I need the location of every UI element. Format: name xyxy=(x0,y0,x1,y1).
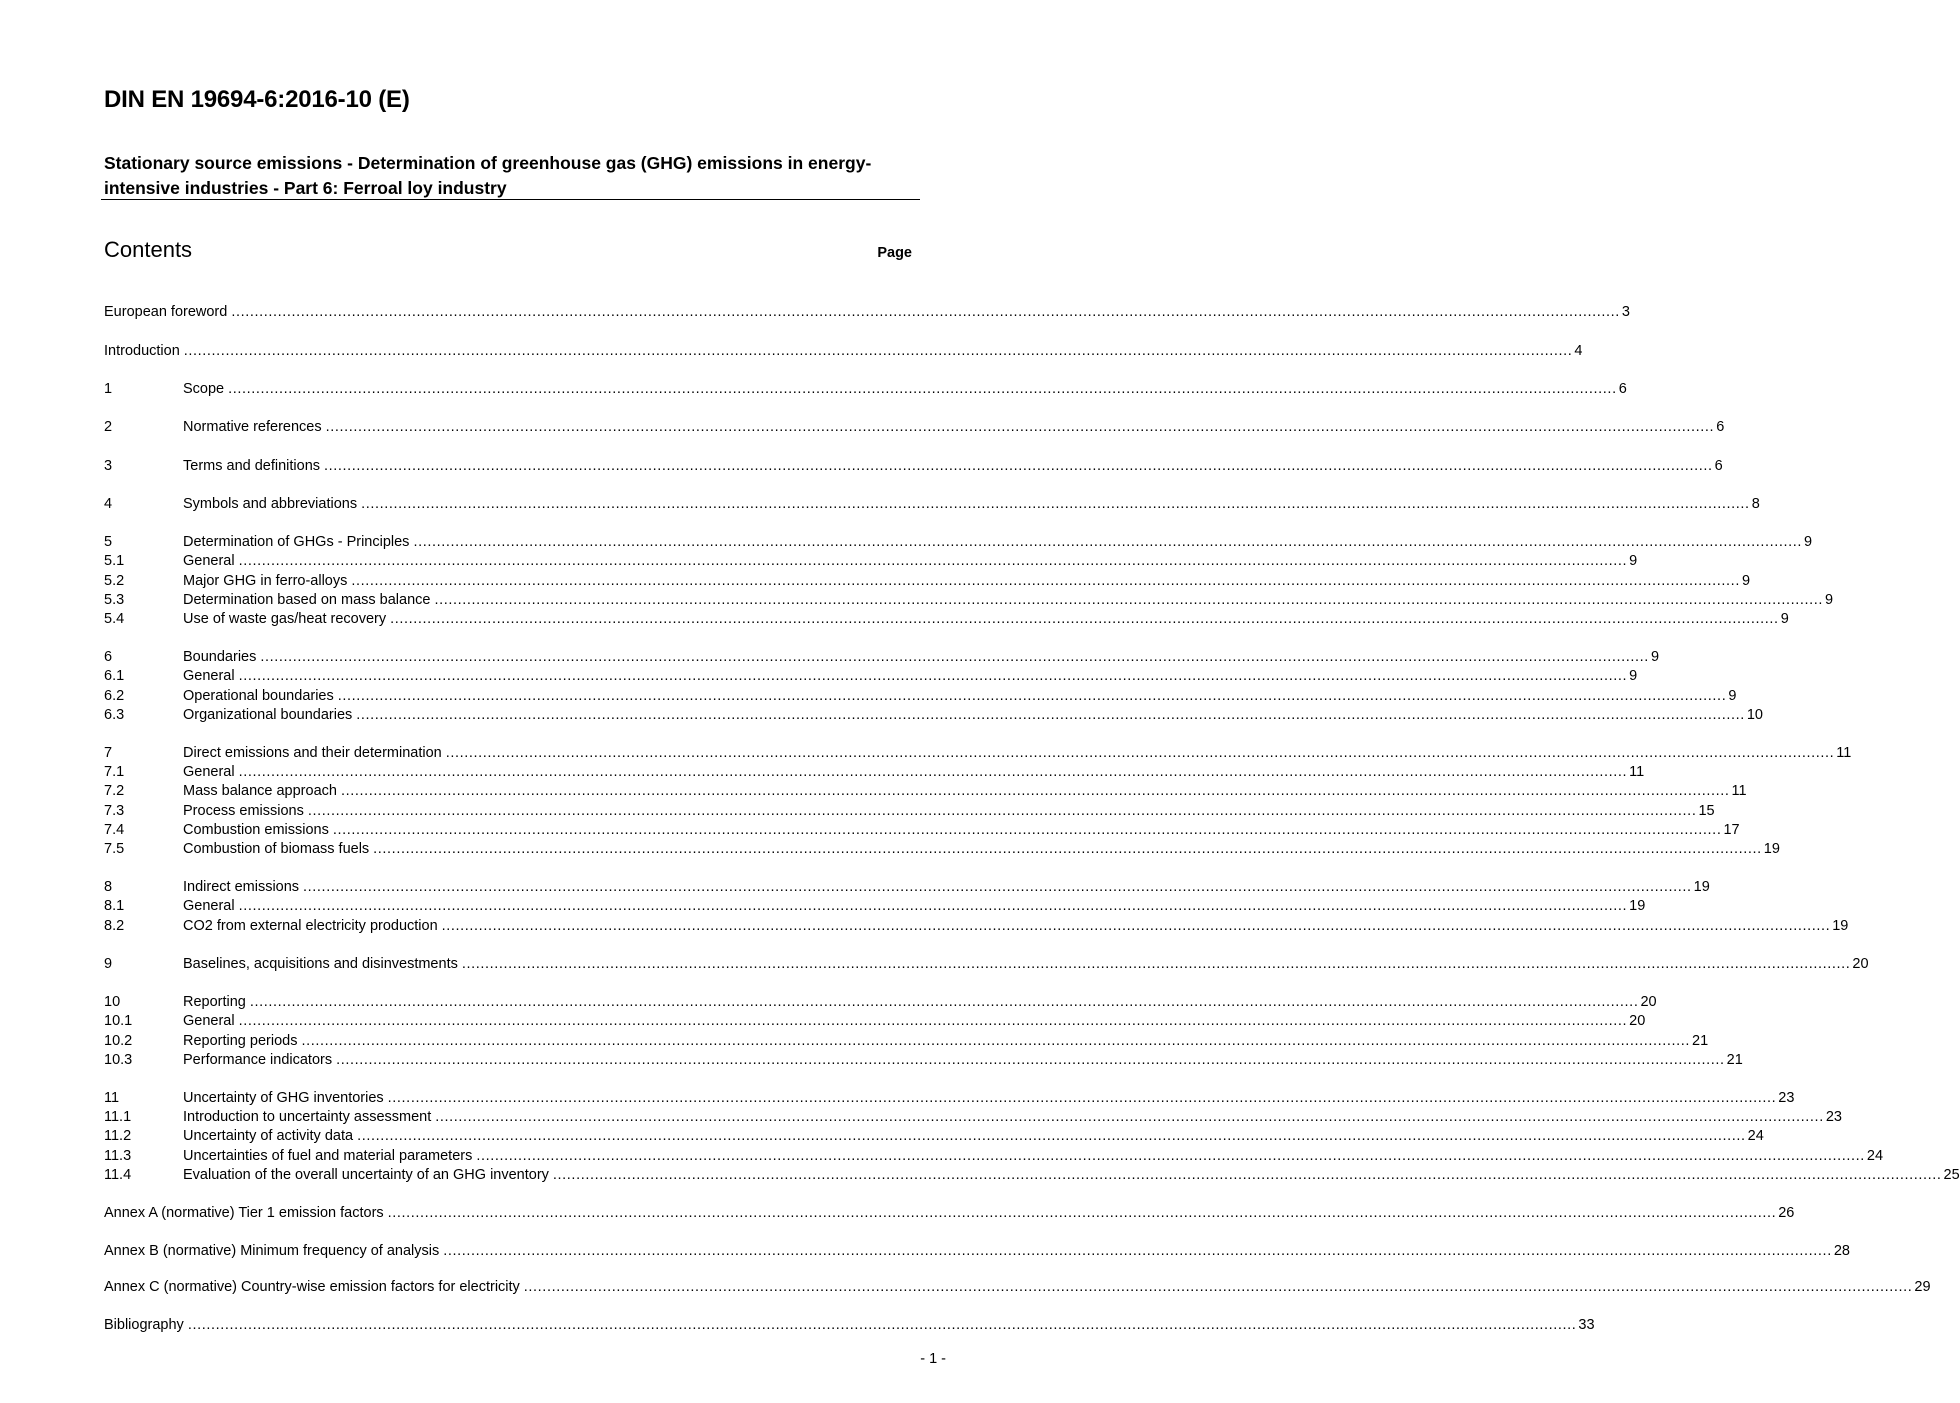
toc-entry[interactable] xyxy=(104,744,1852,763)
toc-section-number: 4 xyxy=(104,496,113,512)
document-id: DIN EN 19694-6:2016-10 (E) xyxy=(104,86,410,113)
toc-section-title: Terms and definitions xyxy=(183,458,321,474)
toc-page-number: 33 xyxy=(1578,1317,1595,1333)
toc-section-title: Normative references xyxy=(183,419,322,435)
toc-page-number: 19 xyxy=(1832,918,1849,934)
toc-entry[interactable] xyxy=(104,610,1789,629)
toc-section-number: 2 xyxy=(104,419,113,435)
toc-page-number: 11 xyxy=(1731,783,1747,799)
toc-section-number: 7.2 xyxy=(104,783,125,799)
toc-dot-leader: ............................................................................................................................................................................................................................................................................................................ xyxy=(357,1128,1746,1144)
toc-section-number: 10.3 xyxy=(104,1052,133,1068)
toc-section-title: Organizational boundaries xyxy=(183,707,353,723)
toc-page-number: 19 xyxy=(1629,898,1646,914)
toc-section-title: Introduction to uncertainty assessment xyxy=(183,1109,432,1125)
toc-page-number: 21 xyxy=(1692,1033,1709,1049)
toc-entry[interactable] xyxy=(104,667,1638,686)
toc-section-number: 10.1 xyxy=(104,1013,133,1029)
toc-page-number: 9 xyxy=(1825,592,1834,608)
toc-section-title: Process emissions xyxy=(183,803,304,819)
toc-page-number: 3 xyxy=(1621,304,1630,320)
toc-section-title: General xyxy=(183,764,235,780)
toc-section-title: Reporting xyxy=(183,994,246,1010)
toc-section-number: 7.1 xyxy=(104,764,125,780)
toc-page-number: 4 xyxy=(1574,343,1583,359)
toc-entry[interactable] xyxy=(104,1051,1743,1070)
toc-entry[interactable] xyxy=(104,1089,1795,1108)
toc-entry[interactable] xyxy=(104,821,1740,840)
toc-entry[interactable] xyxy=(104,380,1627,399)
toc-page-number: 24 xyxy=(1747,1128,1764,1144)
toc-section-number: 7.5 xyxy=(104,841,125,857)
toc-dot-leader: ............................................................................................................................................................................................................................................................................................................ xyxy=(373,841,1762,857)
toc-dot-leader: ............................................................................................................................................................................................................................................................................................................ xyxy=(238,553,1628,569)
toc-section-title: Indirect emissions xyxy=(183,879,300,895)
toc-section-number: 10.2 xyxy=(104,1033,133,1049)
toc-dot-leader: ............................................................................................................................................................................................................................................................................................................ xyxy=(441,918,1831,934)
toc-page-number: 9 xyxy=(1650,649,1660,665)
toc-page-number: 23 xyxy=(1825,1109,1842,1125)
toc-entry[interactable] xyxy=(104,763,1645,782)
toc-dot-leader: ............................................................................................................................................................................................................................................................................................................ xyxy=(356,707,1745,723)
toc-section-title: Direct emissions and their determination xyxy=(183,745,442,761)
toc-section-number: 10 xyxy=(104,994,121,1010)
toc-dot-leader: ............................................................................................................................................................................................................................................................................................................ xyxy=(476,1148,1865,1164)
toc-section-title: General xyxy=(183,898,235,914)
toc-section-title: Uncertainty of GHG inventories xyxy=(183,1090,384,1106)
toc-entry[interactable] xyxy=(104,1316,1595,1335)
toc-entry[interactable] xyxy=(104,993,1657,1012)
toc-page-number: 20 xyxy=(1640,994,1657,1010)
toc-dot-leader: ............................................................................................................................................................................................................................................................................................................ xyxy=(307,803,1697,819)
toc-entry[interactable] xyxy=(104,687,1737,706)
toc-page-number: 9 xyxy=(1741,573,1751,589)
toc-dot-leader: ............................................................................................................................................................................................................................................................................................................ xyxy=(336,1052,1725,1068)
document-title: Stationary source emissions - Determination of greenhouse gas (GHG) emissions in energy-intensive industries - Part 6: Ferroal loy industry xyxy=(104,153,872,198)
toc-entry[interactable] xyxy=(104,342,1583,361)
toc-entry[interactable] xyxy=(104,418,1725,437)
toc-section-title: Introduction xyxy=(104,343,180,359)
toc-dot-leader: ............................................................................................................................................................................................................................................................................................................ xyxy=(443,1243,1832,1259)
toc-section-title: Use of waste gas/heat recovery xyxy=(183,611,387,627)
toc-page-number: 19 xyxy=(1763,841,1780,857)
toc-section-number: 11.4 xyxy=(104,1167,132,1183)
toc-page-number: 9 xyxy=(1629,668,1638,684)
toc-page-number: 25 xyxy=(1943,1167,1960,1183)
toc-entry[interactable] xyxy=(104,1166,1960,1185)
toc-dot-leader: ............................................................................................................................................................................................................................................................................................................ xyxy=(413,534,1803,550)
toc-page-number: 23 xyxy=(1778,1090,1795,1106)
toc-dot-leader: ............................................................................................................................................................................................................................................................................................................ xyxy=(238,764,1628,780)
toc-section-title: Performance indicators xyxy=(183,1052,333,1068)
page-column-label: Page xyxy=(877,245,912,261)
toc-entry[interactable] xyxy=(104,591,1834,610)
toc-section-number: 9 xyxy=(104,956,113,972)
toc-page-number: 28 xyxy=(1833,1243,1850,1259)
toc-section-number: 7.4 xyxy=(104,822,125,838)
toc-page-number: 9 xyxy=(1728,688,1737,704)
toc-section-title: CO2 from external electricity production xyxy=(183,918,438,934)
toc-section-title: Annex C (normative) Country-wise emission factors for electricity xyxy=(104,1279,520,1295)
toc-page-number: 6 xyxy=(1716,419,1725,435)
toc-page-number: 9 xyxy=(1780,611,1789,627)
toc-section-title: Evaluation of the overall uncertainty of an GHG inventory xyxy=(183,1167,549,1183)
toc-section-number: 5.3 xyxy=(104,592,125,608)
toc-section-title: Symbols and abbreviations xyxy=(183,496,358,512)
toc-dot-leader: ............................................................................................................................................................................................................................................................................................................ xyxy=(340,783,1730,799)
toc-section-number: 3 xyxy=(104,458,113,474)
toc-section-title: Reporting periods xyxy=(183,1033,298,1049)
toc-entry[interactable] xyxy=(104,648,1660,667)
toc-page-number: 20 xyxy=(1852,956,1869,972)
toc-page-number: 10 xyxy=(1746,707,1763,723)
toc-dot-leader: ............................................................................................................................................................................................................................................................................................................ xyxy=(228,381,1617,397)
toc-dot-leader: ............................................................................................................................................................................................................................................................................................................ xyxy=(238,1013,1628,1029)
toc-dot-leader: ............................................................................................................................................................................................................................................................................................................ xyxy=(552,1167,1942,1183)
toc-entry[interactable] xyxy=(104,1012,1646,1031)
toc-page-number: 8 xyxy=(1751,496,1760,512)
toc-section-number: 11.2 xyxy=(104,1128,132,1144)
toc-dot-leader: ............................................................................................................................................................................................................................................................................................................ xyxy=(183,343,1573,359)
toc-dot-leader: ............................................................................................................................................................................................................................................................................................................ xyxy=(324,458,1713,474)
toc-section-title: Scope xyxy=(183,381,225,397)
toc-entry[interactable] xyxy=(104,706,1763,725)
toc-page-number: 29 xyxy=(1914,1279,1931,1295)
toc-section-title: Major GHG in ferro-alloys xyxy=(183,573,348,589)
toc-section-number: 6.1 xyxy=(104,668,125,684)
toc-section-number: 6 xyxy=(104,649,113,665)
toc-page-number: 19 xyxy=(1693,879,1710,895)
toc-dot-leader: ............................................................................................................................................................................................................................................................................................................ xyxy=(435,1109,1824,1125)
toc-section-title: Combustion emissions xyxy=(183,822,329,838)
toc-page-number: 15 xyxy=(1698,803,1715,819)
toc-page-number: 21 xyxy=(1726,1052,1743,1068)
toc-section-title: Uncertainty of activity data xyxy=(183,1128,354,1144)
toc-page-number: 11 xyxy=(1836,745,1852,761)
toc-entry[interactable] xyxy=(104,917,1849,936)
toc-page-number: 6 xyxy=(1618,381,1627,397)
toc-page-number: 9 xyxy=(1629,553,1638,569)
toc-section-number: 11 xyxy=(104,1090,120,1106)
toc-section-title: Mass balance approach xyxy=(183,783,337,799)
toc-entry[interactable] xyxy=(104,1204,1795,1223)
toc-entry[interactable] xyxy=(104,533,1813,552)
toc-dot-leader: ............................................................................................................................................................................................................................................................................................................ xyxy=(301,1033,1691,1049)
toc-section-title: General xyxy=(183,1013,235,1029)
toc-dot-leader: ............................................................................................................................................................................................................................................................................................................ xyxy=(351,573,1740,589)
toc-section-title: Operational boundaries xyxy=(183,688,334,704)
toc-section-number: 8.2 xyxy=(104,918,125,934)
toc-entry[interactable] xyxy=(104,878,1710,897)
toc-entry[interactable] xyxy=(104,303,1630,322)
toc-entry[interactable] xyxy=(104,802,1715,821)
toc-section-title: General xyxy=(183,553,235,569)
toc-section-number: 5.1 xyxy=(104,553,125,569)
toc-page-number: 6 xyxy=(1714,458,1723,474)
toc-dot-leader: ............................................................................................................................................................................................................................................................................................................ xyxy=(445,745,1835,761)
toc-dot-leader: ............................................................................................................................................................................................................................................................................................................ xyxy=(249,994,1639,1010)
toc-entry[interactable] xyxy=(104,955,1869,974)
toc-section-title: Annex A (normative) Tier 1 emission factors xyxy=(104,1205,384,1221)
toc-dot-leader: ............................................................................................................................................................................................................................................................................................................ xyxy=(387,1205,1777,1221)
toc-dot-leader: ............................................................................................................................................................................................................................................................................................................ xyxy=(238,898,1628,914)
toc-page-number: 11 xyxy=(1629,764,1645,780)
toc-section-title: General xyxy=(183,668,235,684)
toc-section-title: Bibliography xyxy=(104,1317,184,1333)
toc-section-number: 6.2 xyxy=(104,688,125,704)
title-divider xyxy=(101,199,920,200)
toc-entry[interactable] xyxy=(104,840,1780,859)
toc-entry[interactable] xyxy=(104,1147,1884,1166)
toc-section-number: 11.3 xyxy=(104,1148,132,1164)
toc-dot-leader: ............................................................................................................................................................................................................................................................................................................ xyxy=(461,956,1851,972)
toc-dot-leader: ............................................................................................................................................................................................................................................................................................................ xyxy=(390,611,1779,627)
contents-heading: Contents xyxy=(104,237,193,262)
toc-section-title: Determination of GHGs - Principles xyxy=(183,534,410,550)
toc-dot-leader: ............................................................................................................................................................................................................................................................................................................ xyxy=(332,822,1722,838)
toc-section-number: 7.3 xyxy=(104,803,125,819)
toc-entry[interactable] xyxy=(104,1127,1764,1146)
toc-section-number: 5.4 xyxy=(104,611,125,627)
toc-dot-leader: ............................................................................................................................................................................................................................................................................................................ xyxy=(187,1317,1577,1333)
toc-dot-leader: ............................................................................................................................................................................................................................................................................................................ xyxy=(434,592,1824,608)
toc-section-number: 5.2 xyxy=(104,573,125,589)
toc-section-title: Combustion of biomass fuels xyxy=(183,841,370,857)
toc-section-number: 7 xyxy=(104,745,113,761)
toc-section-number: 8 xyxy=(104,879,113,895)
toc-dot-leader: ............................................................................................................................................................................................................................................................................................................ xyxy=(387,1090,1777,1106)
toc-dot-leader: ............................................................................................................................................................................................................................................................................................................ xyxy=(337,688,1727,704)
toc-section-title: Baselines, acquisitions and disinvestments xyxy=(183,956,458,972)
toc-section-number: 8.1 xyxy=(104,898,125,914)
toc-page-number: 17 xyxy=(1723,822,1740,838)
toc-section-title: Annex B (normative) Minimum frequency of analysis xyxy=(104,1243,440,1259)
toc-section-number: 11.1 xyxy=(104,1109,132,1125)
toc-page-number: 9 xyxy=(1804,534,1813,550)
toc-page-number: 20 xyxy=(1629,1013,1646,1029)
toc-section-number: 1 xyxy=(104,381,113,397)
toc-dot-leader: ............................................................................................................................................................................................................................................................................................................ xyxy=(238,668,1628,684)
toc-entry[interactable] xyxy=(104,897,1646,916)
toc-dot-leader: ............................................................................................................................................................................................................................................................................................................ xyxy=(260,649,1649,665)
footer-page-number: - 1 - xyxy=(920,1351,946,1367)
toc-dot-leader: ............................................................................................................................................................................................................................................................................................................ xyxy=(231,304,1620,320)
toc-page-number: 24 xyxy=(1866,1148,1884,1164)
toc-section-title: European foreword xyxy=(104,304,228,320)
toc-entry[interactable] xyxy=(104,1032,1709,1051)
toc-entry[interactable] xyxy=(104,1108,1842,1127)
toc-section-title: Determination based on mass balance xyxy=(183,592,431,608)
toc-entry[interactable] xyxy=(104,495,1760,514)
toc-section-title: Boundaries xyxy=(183,649,257,665)
toc-dot-leader: ............................................................................................................................................................................................................................................................................................................ xyxy=(303,879,1692,895)
toc-section-title: Uncertainties of fuel and material parameters xyxy=(183,1148,473,1164)
toc-entry[interactable] xyxy=(104,1242,1850,1261)
toc-dot-leader: ............................................................................................................................................................................................................................................................................................................ xyxy=(361,496,1750,512)
toc-section-number: 5 xyxy=(104,534,113,550)
toc-entry[interactable] xyxy=(104,457,1723,476)
toc-entry[interactable] xyxy=(104,782,1747,801)
toc-section-number: 6.3 xyxy=(104,707,125,723)
toc-entry[interactable] xyxy=(104,1278,1931,1297)
toc-entry[interactable] xyxy=(104,572,1751,591)
toc-dot-leader: ............................................................................................................................................................................................................................................................................................................ xyxy=(523,1279,1913,1295)
toc-page-number: 26 xyxy=(1778,1205,1795,1221)
toc-entry[interactable] xyxy=(104,552,1638,571)
toc-dot-leader: ............................................................................................................................................................................................................................................................................................................ xyxy=(325,419,1715,435)
